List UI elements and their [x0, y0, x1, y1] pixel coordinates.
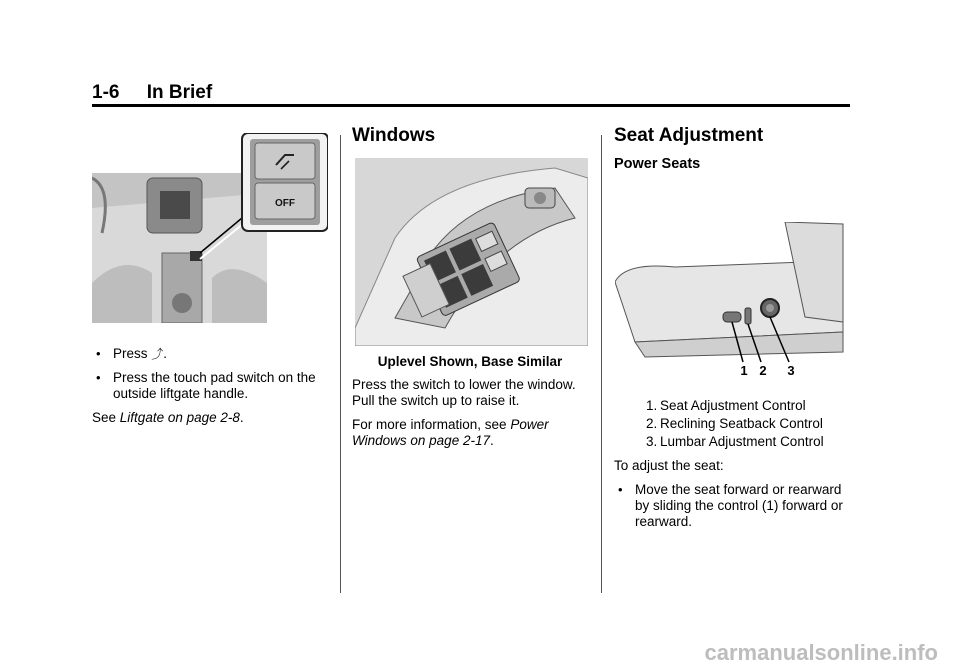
callout-1: 1 [740, 363, 748, 378]
callout-3: 3 [787, 363, 795, 378]
middle-column-text [352, 354, 588, 457]
liftgate-link[interactable]: Liftgate on page 2-8 [119, 410, 240, 425]
liftgate-icon: ⤴ [151, 347, 164, 361]
bullet-icon: • [96, 346, 101, 361]
windows-heading: Windows [352, 125, 436, 146]
off-label: OFF [275, 198, 295, 209]
callout-2: 2 [759, 363, 767, 378]
windows-paragraph: Press the switch to lower the window. Pull the switch up to raise it. [352, 377, 576, 408]
section-title: In Brief [146, 82, 213, 103]
power-seat-figure [615, 222, 845, 378]
adjust-intro: To adjust the seat: [614, 458, 724, 473]
window-switch-figure [355, 158, 588, 346]
power-seats-subheading: Power Seats [614, 156, 701, 172]
right-column-text [614, 398, 850, 538]
watermark: carmanualsonline.info [704, 640, 938, 665]
middle-column [352, 125, 588, 146]
figure-caption: Uplevel Shown, Base Similar [377, 354, 563, 369]
right-column-header [614, 125, 850, 172]
column-divider-2 [601, 135, 602, 593]
power-windows-link[interactable]: Power Windows on page 2-17 [352, 417, 549, 448]
liftgate-switch-figure [92, 133, 328, 323]
header-rule [92, 104, 850, 107]
list-item: • Press the touch pad switch on the outside liftgate handle. [96, 370, 316, 401]
list-item: • Move the seat forward or rearward by sliding the control (1) forward or rearward. [618, 482, 843, 529]
page-header [92, 82, 212, 104]
page-number: 1-6 [92, 82, 120, 103]
windows-reference: For more information, see Power Windows on page 2-17. [352, 417, 549, 448]
seat-adjustment-heading: Seat Adjustment [614, 125, 764, 146]
list-item: 3. Lumbar Adjustment Control [646, 434, 824, 449]
list-item: 1. Seat Adjustment Control [646, 398, 806, 413]
list-item: • Press ⤴. [96, 346, 168, 361]
bullet-icon: • [618, 482, 623, 497]
list-item: 2. Reclining Seatback Control [646, 416, 823, 431]
bullet-icon: • [96, 370, 101, 385]
column-divider-1 [340, 135, 341, 593]
left-column [92, 346, 328, 434]
see-reference: See Liftgate on page 2-8. [92, 410, 244, 425]
